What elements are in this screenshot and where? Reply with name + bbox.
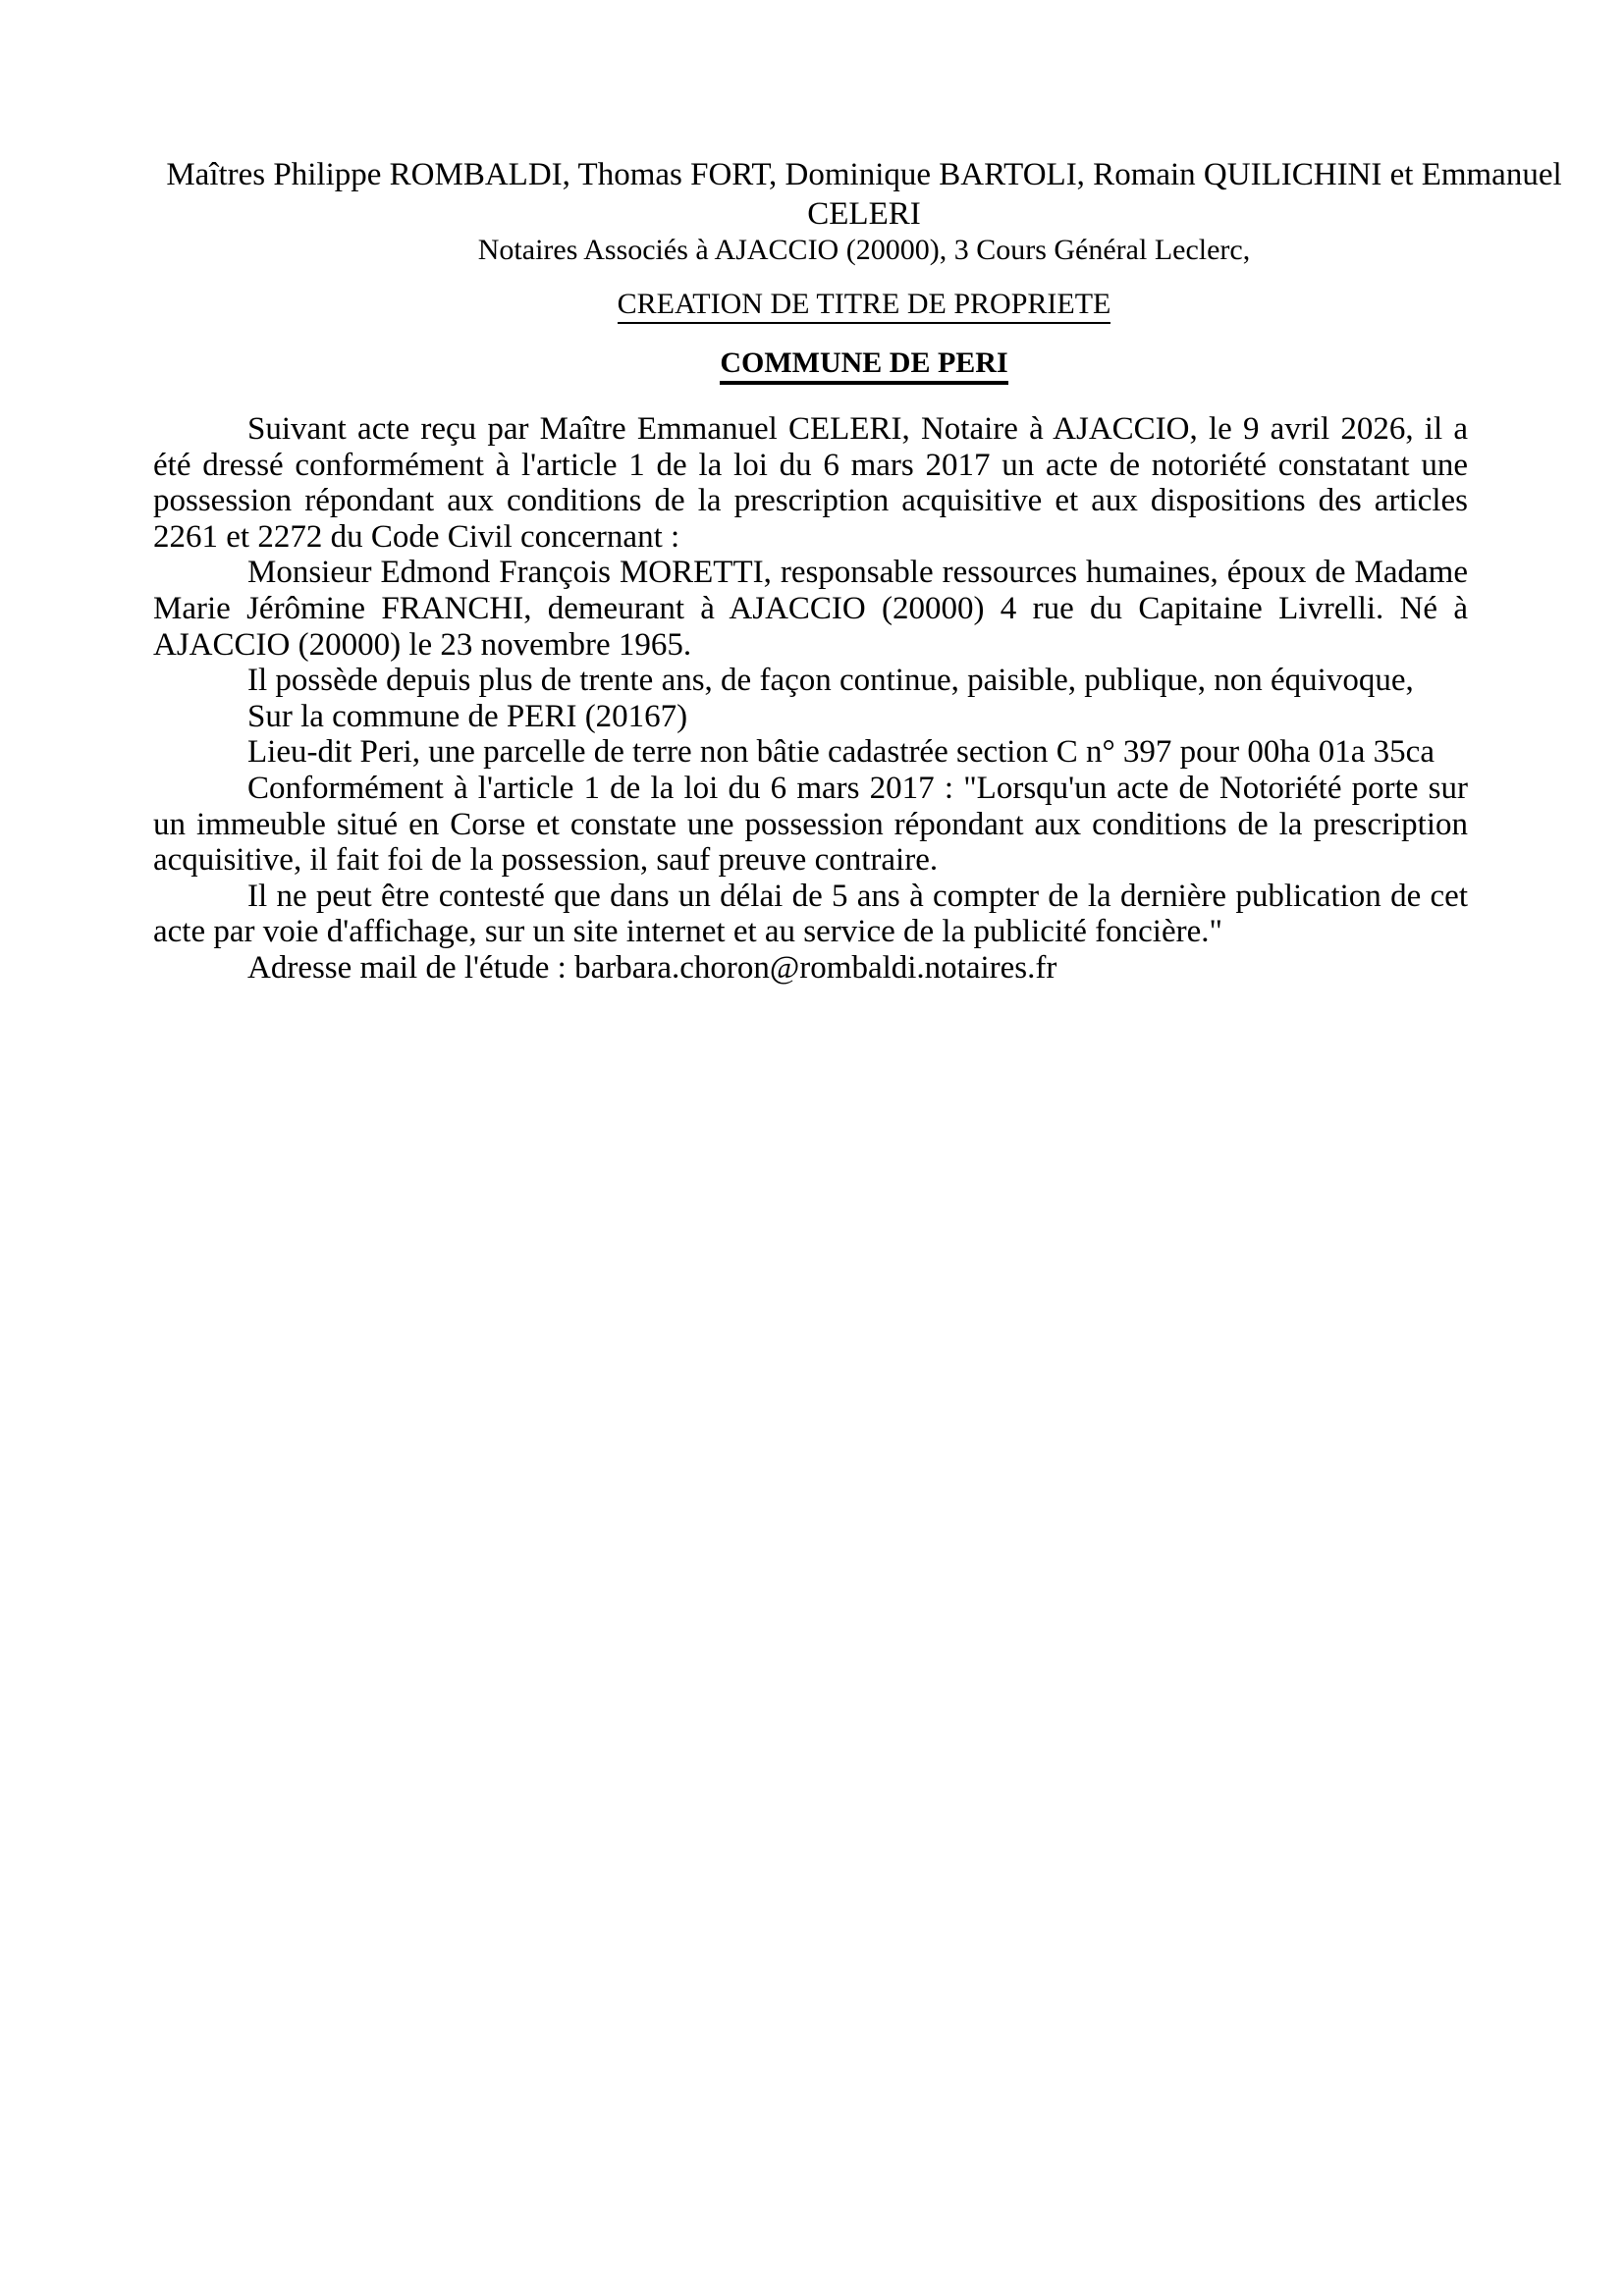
paragraph-possession: Il possède depuis plus de trente ans, de façon continue, paisible, publique, non équivoque, xyxy=(247,663,1414,699)
notaries-office-address: Notaires Associés à AJACCIO (20000), 3 Cours Général Leclerc, xyxy=(477,234,1251,266)
paragraph-adresse-mail: Adresse mail de l'étude : barbara.choron@rombaldi.notaires.fr xyxy=(247,949,1057,986)
notaries-names: Maîtres Philippe ROMBALDI, Thomas FORT, Dominique BARTOLI, Romain QUILICHINI et Emmanuel CELERI xyxy=(166,157,1562,232)
main-title-line xyxy=(153,288,1575,320)
paragraph-acte-recu: Suivant acte reçu par Maître Emmanuel CELERI, Notaire à AJACCIO, le 9 avril 2026, il a été dressé conformément à l'article 1 de la loi du 6 mars 2017 un acte de notoriété constatant une possession répondant aux conditions de la prescription acquisitive et aux dispositions des articles 2261 et 2272 du Code Civil concernant : xyxy=(153,411,1468,555)
main-title: CREATION DE TITRE DE PROPRIETE xyxy=(618,288,1111,324)
paragraph-monsieur-moretti: Monsieur Edmond François MORETTI, responsable ressources humaines, époux de Madame Marie Jérômine FRANCHI, demeurant à AJACCIO (20000) 4 rue du Capitaine Livrelli. Né à AJACCIO (20000) le 23 novembre 1965. xyxy=(153,555,1468,663)
paragraph-commune-peri: Sur la commune de PERI (20167) xyxy=(247,698,688,734)
commune-title: COMMUNE DE PERI xyxy=(720,347,1007,385)
paragraph-lieu-dit-parcelle: Lieu-dit Peri, une parcelle de terre non bâtie cadastrée section C n° 397 pour 00ha 01a 35ca xyxy=(247,734,1435,771)
document-header xyxy=(153,155,1575,379)
paragraph-article-loi: Conformément à l'article 1 de la loi du 6 mars 2017 : "Lorsqu'un acte de Notoriété porte sur un immeuble situé en Corse et constate une possession répondant aux conditions de la prescription acquisitive, il fait foi de la possession, sauf preuve contraire. xyxy=(153,770,1468,879)
commune-title-line xyxy=(153,347,1575,379)
document-body xyxy=(153,411,1468,987)
paragraph-contestation-delai: Il ne peut être contesté que dans un délai de 5 ans à compter de la dernière publication de cet acte par voie d'affichage, sur un site internet et au service de la publicité foncière." xyxy=(153,878,1468,950)
document-content xyxy=(153,155,1562,987)
